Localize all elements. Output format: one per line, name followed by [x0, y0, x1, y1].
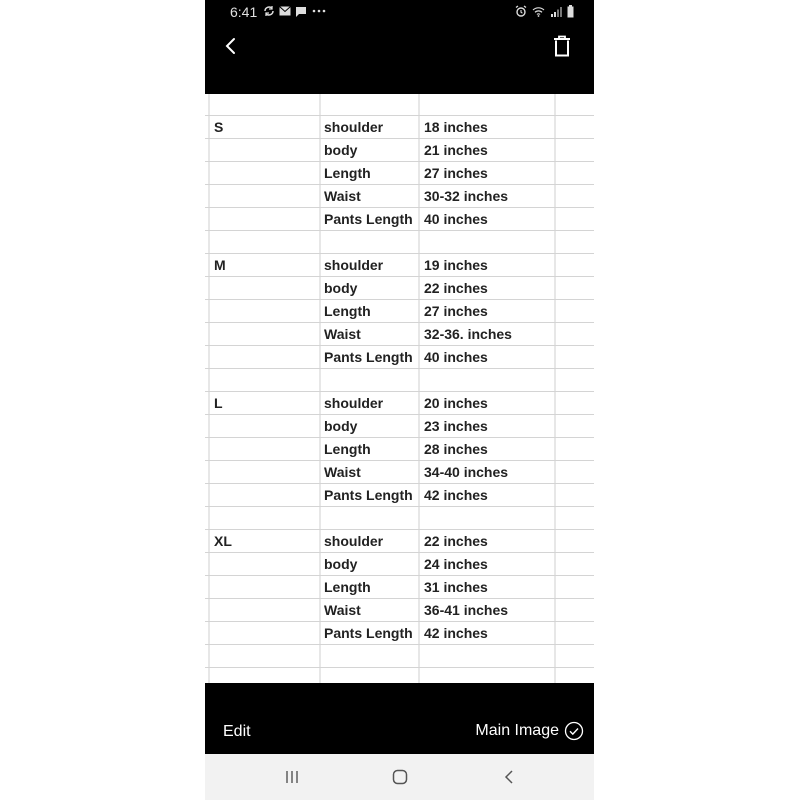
alarm-icon — [515, 4, 527, 18]
measurement-label: body — [324, 142, 358, 158]
measurement-value: 22 inches — [424, 533, 488, 549]
check-circle-icon — [564, 721, 584, 741]
size-label: M — [214, 257, 226, 273]
recent-apps-icon — [284, 769, 300, 785]
measurement-value: 24 inches — [424, 556, 488, 572]
measurement-value: 22 inches — [424, 280, 488, 296]
spreadsheet-grid — [205, 94, 594, 683]
top-app-bar — [205, 0, 594, 94]
phone-screen — [205, 0, 594, 800]
measurement-label: shoulder — [324, 119, 384, 135]
size-label: L — [214, 395, 223, 411]
home-button[interactable] — [389, 767, 411, 787]
size-chart-image — [205, 94, 594, 683]
measurement-value: 23 inches — [424, 418, 488, 434]
measurement-label: Waist — [324, 602, 361, 618]
measurement-label: Waist — [324, 188, 361, 204]
message-icon — [295, 4, 307, 18]
main-image-button[interactable] — [475, 721, 584, 741]
measurement-label: shoulder — [324, 533, 384, 549]
back-button[interactable] — [220, 34, 244, 58]
system-navigation-bar — [205, 754, 594, 800]
measurement-label: Length — [324, 579, 371, 595]
measurement-value: 27 inches — [424, 303, 488, 319]
measurement-label: Length — [324, 165, 371, 181]
wifi-icon — [532, 4, 545, 18]
measurement-label: shoulder — [324, 257, 384, 273]
bottom-action-bar — [205, 683, 594, 754]
nav-back-button[interactable] — [498, 767, 520, 787]
measurement-label: Length — [324, 303, 371, 319]
measurement-value: 32-36. inches — [424, 326, 512, 342]
measurement-value: 27 inches — [424, 165, 488, 181]
measurement-label: Waist — [324, 464, 361, 480]
measurement-value: 31 inches — [424, 579, 488, 595]
status-bar — [205, 0, 594, 26]
delete-button[interactable] — [552, 34, 572, 58]
battery-icon — [567, 4, 574, 18]
measurement-value: 21 inches — [424, 142, 488, 158]
size-label: S — [214, 119, 224, 135]
measurement-label: Pants Length — [324, 211, 413, 227]
sync-icon — [263, 4, 275, 18]
measurement-value: 40 inches — [424, 349, 488, 365]
size-label: XL — [214, 533, 232, 549]
main-image-label: Main Image — [475, 722, 559, 739]
measurement-value: 42 inches — [424, 625, 488, 641]
measurement-value: 19 inches — [424, 257, 488, 273]
measurement-label: body — [324, 556, 358, 572]
measurement-value: 30-32 inches — [424, 188, 509, 204]
edit-button[interactable]: Edit — [223, 723, 251, 740]
measurement-label: Waist — [324, 326, 361, 342]
home-icon — [391, 768, 409, 786]
more-dots-icon — [311, 4, 327, 18]
measurement-value: 42 inches — [424, 487, 488, 503]
status-system-icons — [515, 4, 574, 18]
measurement-value: 20 inches — [424, 395, 488, 411]
measurement-label: Length — [324, 441, 371, 457]
measurement-value: 40 inches — [424, 211, 488, 227]
measurement-value: 36-41 inches — [424, 602, 509, 618]
signal-icon — [550, 4, 562, 18]
measurement-label: body — [324, 418, 358, 434]
measurement-label: shoulder — [324, 395, 384, 411]
measurement-label: body — [324, 280, 358, 296]
mail-icon — [279, 4, 291, 18]
measurement-label: Pants Length — [324, 349, 413, 365]
trash-icon — [552, 34, 572, 58]
measurement-value: 18 inches — [424, 119, 488, 135]
chevron-left-icon — [220, 34, 244, 58]
recent-apps-button[interactable] — [281, 767, 303, 787]
back-icon — [502, 768, 516, 786]
measurement-value: 28 inches — [424, 441, 488, 457]
measurement-label: Pants Length — [324, 487, 413, 503]
measurement-value: 34-40 inches — [424, 464, 509, 480]
status-time: 6:41 — [230, 4, 258, 20]
measurement-label: Pants Length — [324, 625, 413, 641]
status-notification-icons — [263, 4, 327, 18]
